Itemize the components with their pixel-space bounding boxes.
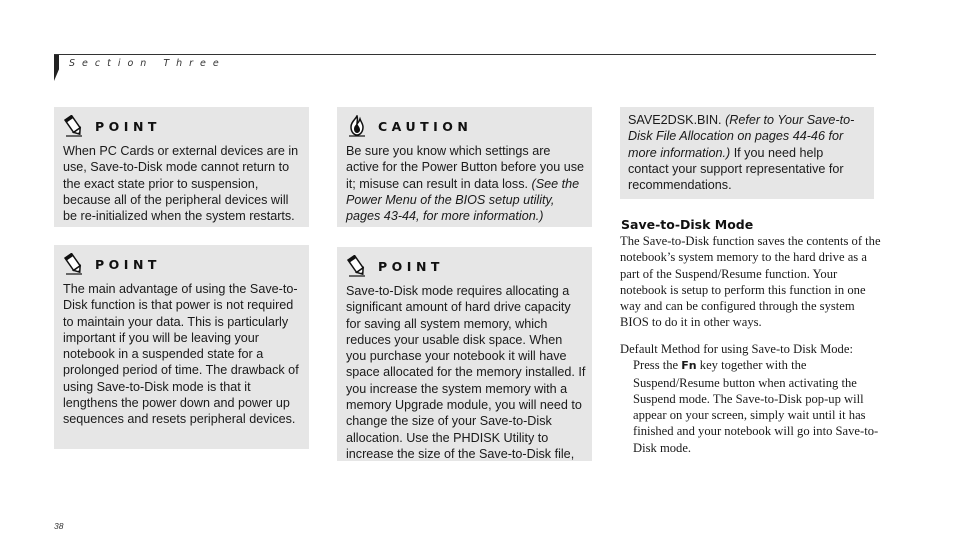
- fn-key: Fn: [681, 359, 697, 373]
- pencil-icon: [63, 253, 85, 275]
- continued-text-filename: SAVE2DSK.BIN.: [628, 113, 722, 127]
- caution-title: CAUTION: [378, 118, 473, 134]
- point-title: POINT: [95, 256, 161, 272]
- caution-box-header: [346, 115, 586, 137]
- point-continued-box: [620, 107, 874, 199]
- header-rule: [54, 54, 876, 55]
- point-text: The main advantage of using the Save-to-Disk function is that power is not required to maintain your data. This is particularly important if you will be leaving your notebook in a suspended state for a prolonged period of time. The drawback of using Save-to-Disk mode is that it lengthens the power down and power up sequences and resets peripheral devices.: [63, 282, 299, 427]
- continued-text-help: If you need help contact your support representative for recommendations.: [628, 145, 844, 193]
- header-corner-mark: [54, 55, 59, 81]
- point-title: POINT: [95, 118, 161, 134]
- caution-text: [346, 143, 586, 224]
- pencil-icon: [63, 115, 85, 137]
- pencil-icon: [346, 255, 368, 277]
- caution-box: [337, 107, 592, 227]
- continued-text-reference: (Refer to Your Save-to-Disk File Allocation on pages 44-46 for more information.): [628, 113, 855, 160]
- point-box-1: [54, 107, 309, 227]
- continued-text: [628, 112, 866, 193]
- section-label: Section Three: [69, 58, 226, 69]
- point-box-2-header: [63, 253, 301, 275]
- method-pre: Press the: [633, 358, 679, 373]
- page-number: 38: [54, 521, 64, 531]
- method-lead: Default Method for using Save-to Disk Mode:: [620, 342, 853, 356]
- point-text: When PC Cards or external devices are in use, Save-to-Disk mode cannot return to the exact state prior to suspension, because all of the peripheral devices will be re-initialized when the system restarts.: [63, 144, 299, 224]
- point-box-3: [337, 247, 592, 461]
- point-box-2: [54, 245, 309, 449]
- method-instructions: [620, 357, 882, 456]
- point-text: Save-to-Disk mode requires allocating a significant amount of hard drive capacity for saving all system memory, which reduces your usable disk space. When you purchase your notebook it will have space allocated for the memory installed. If you increase the system memory with a memory Upgrade module, you will need to change the size of your Save-to-Disk allocation. Use the PHDISK Utility to increase the size of the Save-to-Disk file,: [346, 284, 586, 461]
- section-heading: Save-to-Disk Mode: [621, 217, 754, 232]
- body-paragraph-2: [620, 341, 882, 456]
- point-box-1-header: [63, 115, 301, 137]
- point-box-3-header: [346, 255, 586, 277]
- caution-text-reference: (See the Power Menu of the BIOS setup utility, pages 43-44, for more information.): [346, 176, 580, 224]
- flame-icon: [346, 115, 368, 137]
- body-paragraph-1: The Save-to-Disk function saves the contents of the notebook’s system memory to the hard drive as a part of the Suspend/Resume function. Your notebook is setup to perform this function in one way and can be configured through the system BIOS to do it in other ways.: [620, 234, 881, 330]
- caution-text-plain: Be sure you know which settings are active for the Power Button before you use it; misuse can result in data loss.: [346, 144, 585, 191]
- method-post: key together with the Suspend/Resume button when activating the Suspend mode. The Save-to-Disk pop-up will appear on your screen, simply wait until it has finished and your notebook will go into Save-to-Disk mode.: [633, 358, 879, 455]
- point-title: POINT: [378, 258, 444, 274]
